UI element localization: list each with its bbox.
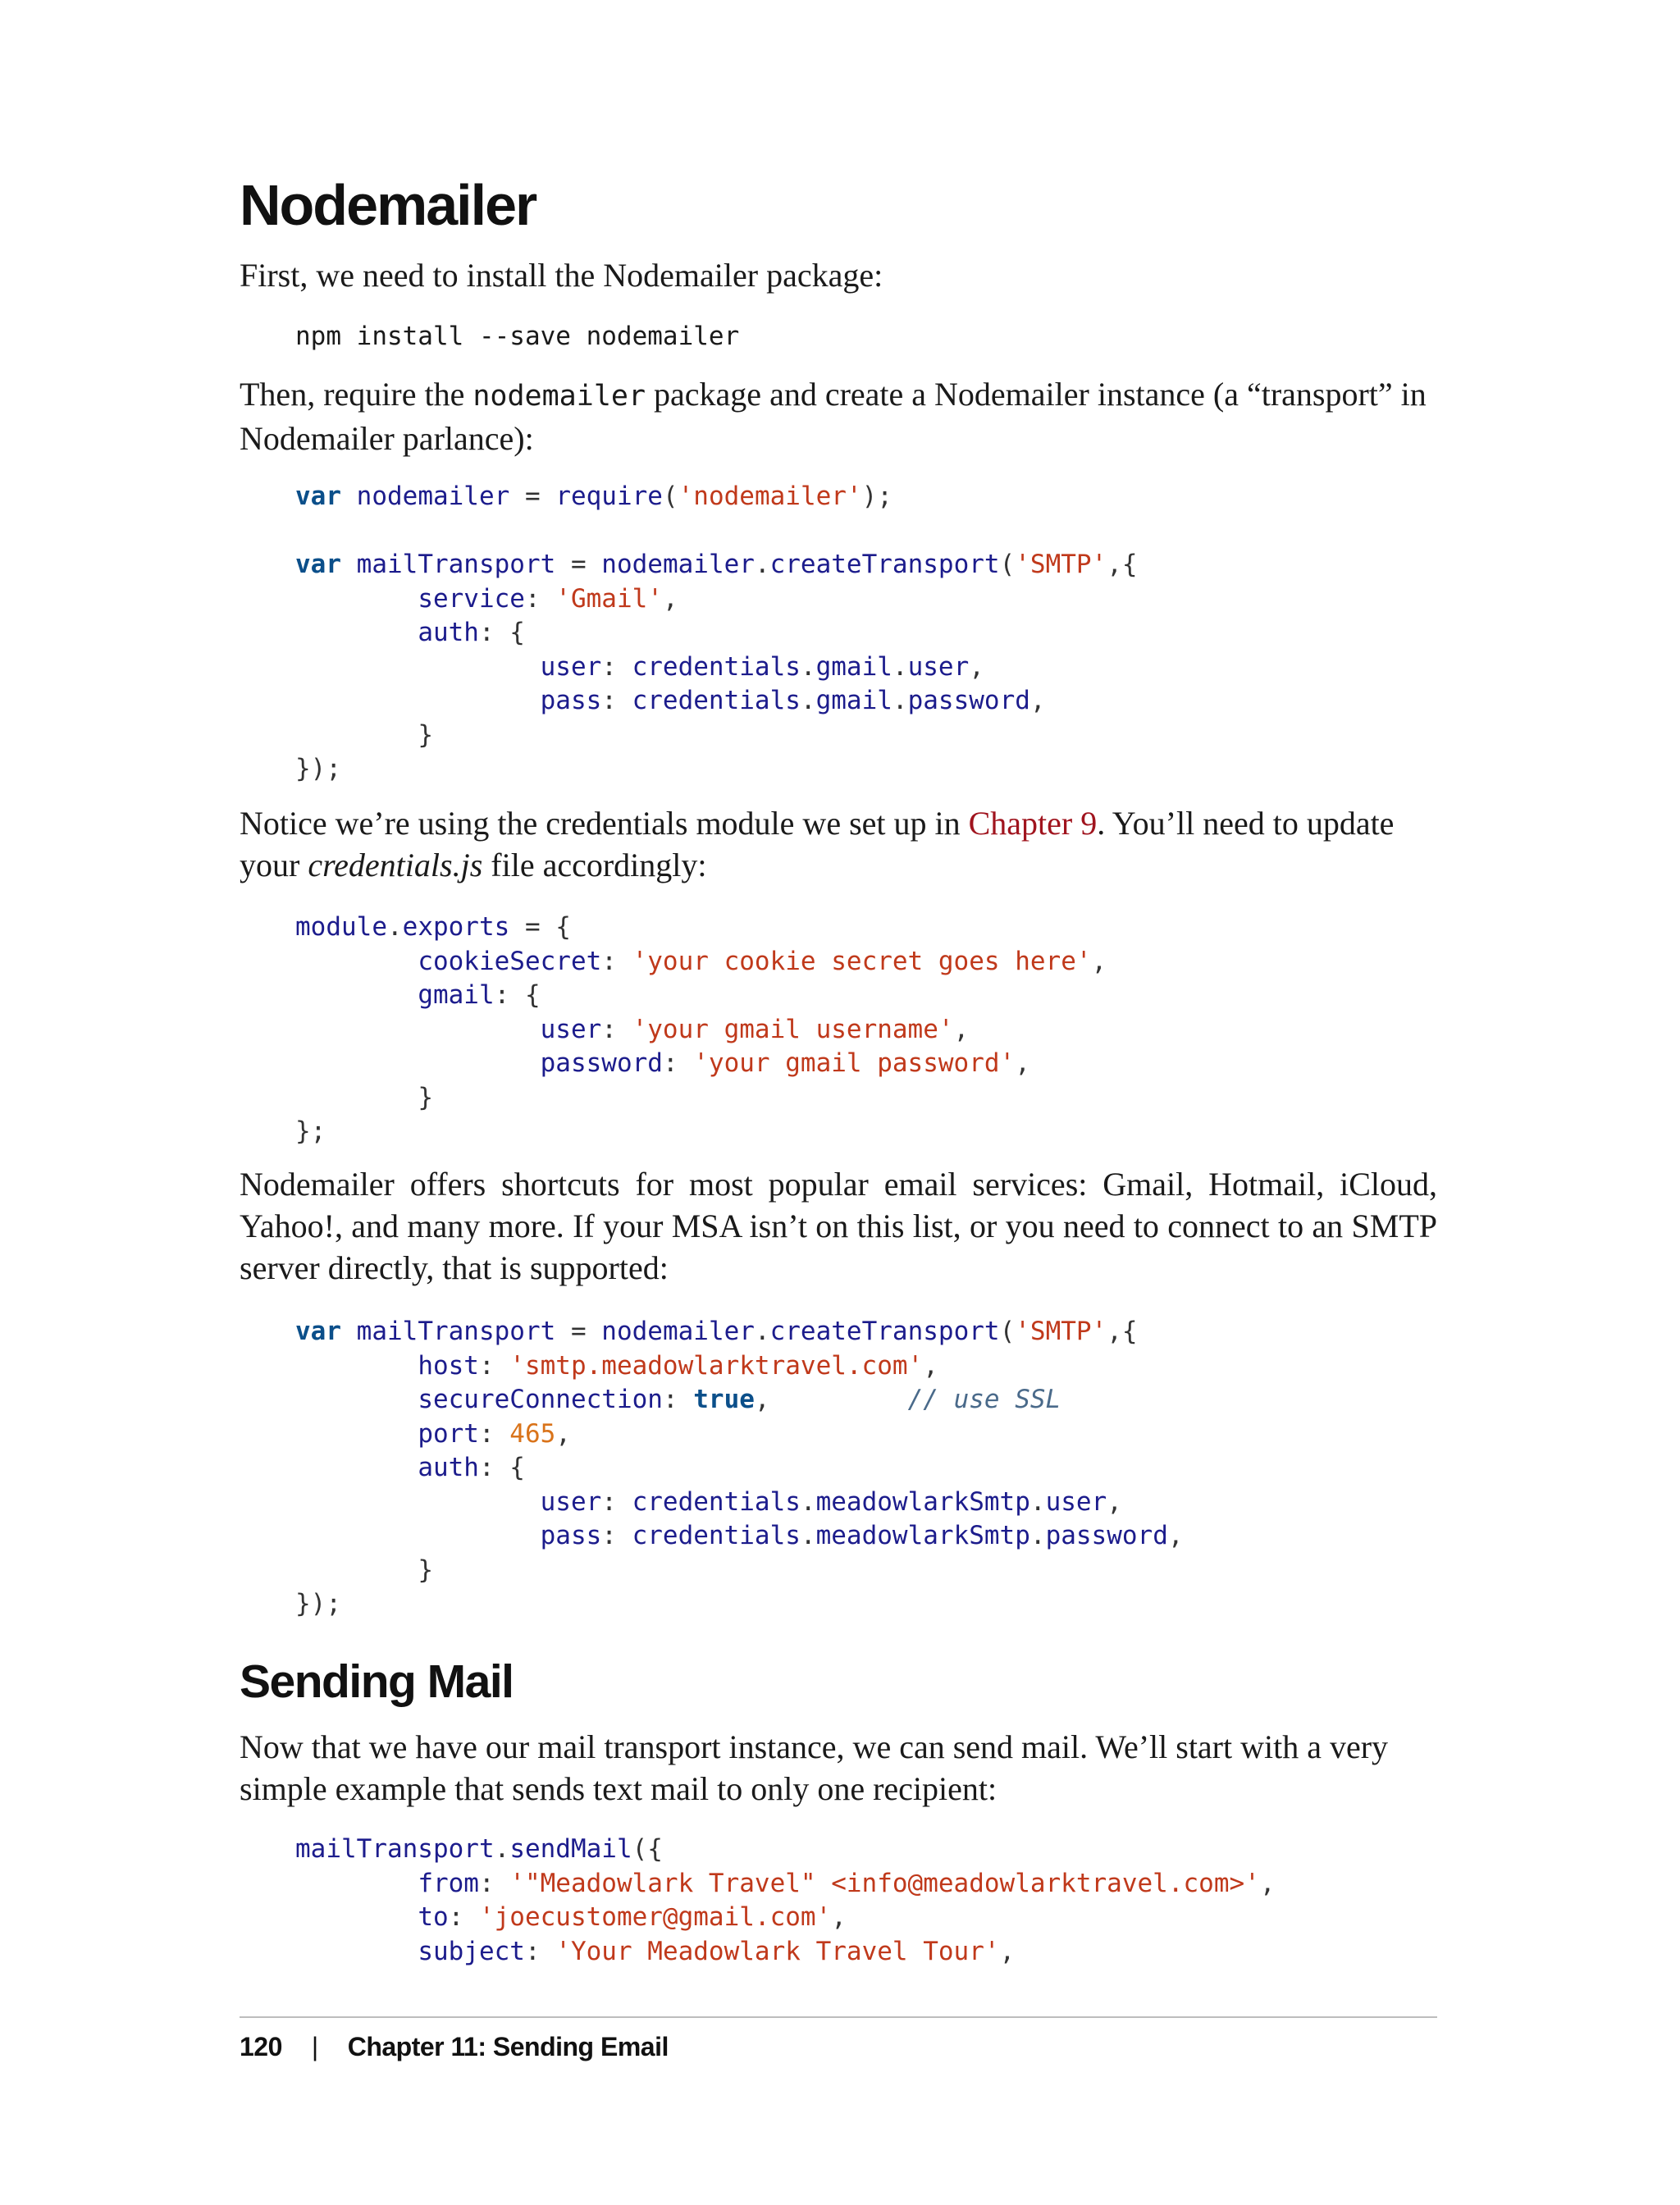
paragraph-shortcuts: Nodemailer offers shortcuts for most popular email services: Gmail, Hotmail, iCloud, Yahoo!, and many more. If your MSA isn’t on this list, or you need to connect to an SMTP server directly, that is supported:: [240, 1166, 1437, 1286]
code-block-smtp: var mailTransport = nodemailer.createTransport('SMTP',{ host: 'smtp.meadowlarktravel.com', secureConnection: true, // use SSL port: 465, auth: { user: credentials.meadowlarkSmtp.user, pass: credentials.meadowlarkSmtp.password, } });: [295, 1317, 1184, 1618]
paragraph-require: Then, require the nodemailer package and create a Nodemailer instance (a “transport” in Nodemailer parlance):: [240, 376, 1427, 457]
chapter-title: Chapter 11: Sending Email: [347, 2032, 669, 2061]
code-line: npm install --save nodemailer: [295, 322, 740, 351]
code-block-sendmail: mailTransport.sendMail({ from: '"Meadowlark Travel" <info@meadowlarktravel.com>', to: 'joecustomer@gmail.com', subject: 'Your Meadowlark Travel Tour',: [295, 1834, 1276, 1966]
code-block-transport: var nodemailer = require('nodemailer'); var mailTransport = nodemailer.createTransport('SMTP',{ service: 'Gmail', auth: { user: credentials.gmail.user, pass: credentials.gmail.password, } });: [295, 482, 1138, 783]
page-number: 120: [240, 2032, 282, 2061]
inline-code: nodemailer: [472, 380, 646, 413]
page-footer: [240, 2022, 669, 2071]
footer-separator: |: [311, 2032, 318, 2061]
paragraph-credentials: Notice we’re using the credentials module we set up in Chapter 9. You’ll need to update your credentials.js file accordingly:: [240, 805, 1395, 883]
chapter-9-link[interactable]: Chapter 9: [968, 805, 1098, 842]
code-block-install: [295, 320, 739, 354]
footer-rule: [240, 2016, 1437, 2018]
section-heading: Nodemailer: [240, 173, 536, 237]
paragraph-sendmail: Now that we have our mail transport instance, we can send mail. We’ll start with a very simple example that sends text mail to only one recipient:: [240, 1728, 1389, 1807]
code-block-credentials: module.exports = { cookieSecret: 'your cookie secret goes here', gmail: { user: 'your gmail username', password: 'your gmail password', } };: [295, 912, 1107, 1146]
paragraph-install: First, we need to install the Nodemailer package:: [240, 257, 883, 294]
subsection-heading: Sending Mail: [240, 1655, 514, 1708]
